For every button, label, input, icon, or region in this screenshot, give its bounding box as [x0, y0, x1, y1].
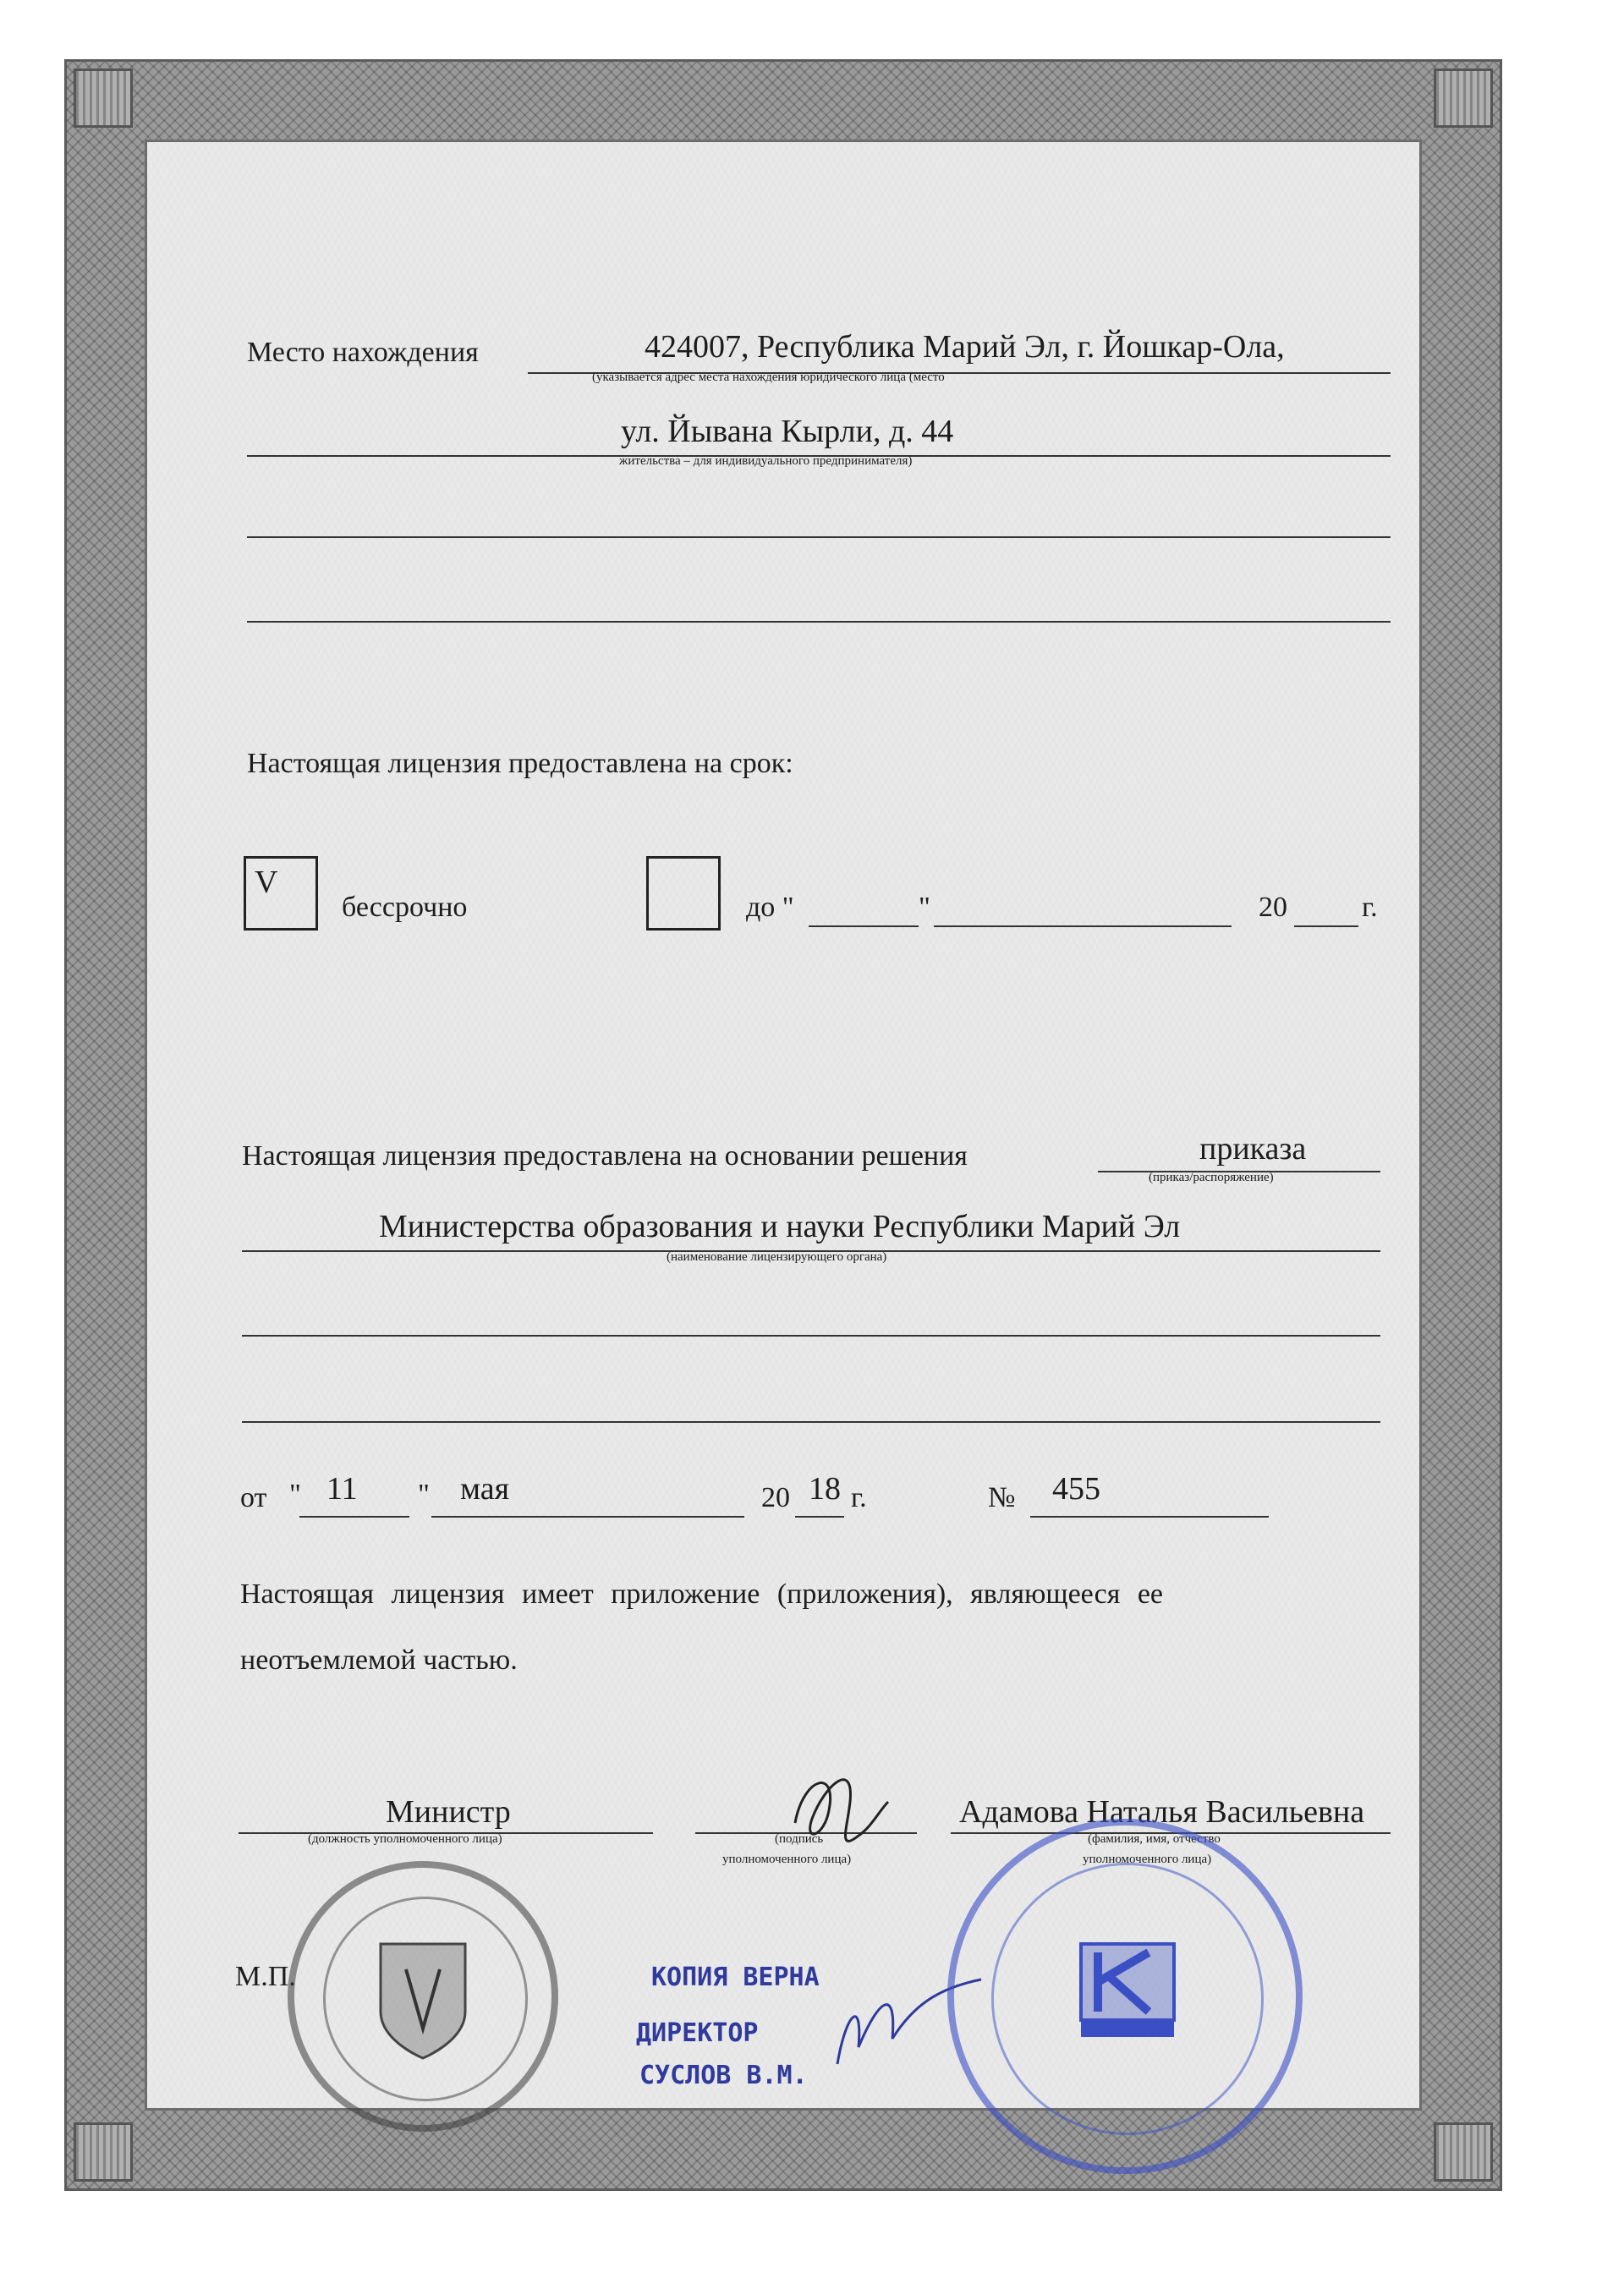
copy-stamp-line-2: ДИРЕКТОР [636, 2018, 759, 2048]
handwritten-signature [778, 1743, 905, 1869]
until-year-line [1294, 925, 1358, 927]
blank-line [247, 621, 1391, 623]
indefinite-checkbox [244, 856, 318, 931]
location-hint-2: жительства – для индивидуального предпринимателя) [619, 454, 913, 468]
signature-hint-1: (подпись [775, 1832, 824, 1846]
basis-type-value: приказа [1199, 1131, 1307, 1167]
date-quote-open: " [289, 1479, 301, 1510]
appendix-line-2: неотъемлемой частью. [240, 1644, 518, 1676]
basis-type-hint: (приказ/распоряжение) [1149, 1171, 1274, 1184]
date-year: 18 [809, 1471, 841, 1507]
organization-round-seal [947, 1819, 1303, 2174]
seal-place-label: М.П. [235, 1961, 296, 1992]
date-from-label: от [240, 1482, 267, 1513]
date-day-line [299, 1516, 409, 1518]
number-line [1030, 1516, 1269, 1518]
name-hint-2: уполномоченного лица) [1083, 1853, 1212, 1866]
blank-line [247, 536, 1391, 538]
until-prefix: до " [746, 892, 794, 923]
copy-stamp-line-1: КОПИЯ ВЕРНА [651, 1963, 820, 1992]
authority-hint: (наименование лицензирующего органа) [667, 1250, 887, 1264]
until-year-suffix: г. [1362, 892, 1378, 923]
border-corner-ornament [74, 2122, 133, 2182]
coat-of-arms-icon [372, 1935, 474, 2062]
date-day: 11 [326, 1471, 358, 1507]
name-hint-1: (фамилия, имя, отчество [1088, 1832, 1221, 1846]
until-quote: " [919, 892, 930, 923]
blank-line [242, 1421, 1380, 1423]
date-month: мая [460, 1471, 510, 1507]
signature-hint-2: уполномоченного лица) [722, 1853, 852, 1866]
basis-label: Настоящая лицензия предоставлена на основании решения [242, 1140, 968, 1172]
position-hint: (должность уполномоченного лица) [308, 1832, 502, 1846]
border-corner-ornament [74, 69, 133, 128]
until-year-prefix: 20 [1259, 892, 1287, 923]
name-value: Адамова Наталья Васильевна [959, 1794, 1365, 1830]
date-year-prefix: 20 [761, 1482, 790, 1513]
until-month-line [934, 925, 1232, 927]
blank-line [242, 1335, 1380, 1337]
border-corner-ornament [1434, 2122, 1493, 2182]
location-hint-1: (указывается адрес места нахождения юридического лица (место [592, 371, 945, 384]
appendix-line-1: Настоящая лицензия имеет приложение (приложения), являющееся ее [240, 1578, 1164, 1610]
number-value: 455 [1052, 1471, 1100, 1507]
border-corner-ornament [1434, 69, 1493, 128]
indefinite-label: бессрочно [342, 892, 468, 923]
copy-stamp-line-3: СУСЛОВ В.М. [639, 2061, 808, 2090]
until-day-line [809, 925, 919, 927]
term-label: Настоящая лицензия предоставлена на срок: [247, 748, 793, 779]
location-label: Место нахождения [247, 337, 479, 368]
organization-logo-icon [1064, 1927, 1191, 2054]
check-mark: V [255, 865, 278, 900]
date-month-line [431, 1516, 744, 1518]
authority-value: Министерства образования и науки Республики Марий Эл [379, 1209, 1181, 1244]
location-value-1: 424007, Республика Марий Эл, г. Йошкар-Ола, [645, 329, 1285, 365]
date-year-suffix: г. [851, 1482, 867, 1513]
location-value-2: ул. Йывана Кырли, д. 44 [621, 414, 954, 449]
position-value: Министр [386, 1794, 511, 1830]
number-label: № [988, 1482, 1016, 1513]
date-quote-close: " [418, 1479, 430, 1510]
ministry-round-seal [288, 1861, 558, 2132]
until-checkbox [646, 856, 721, 931]
date-year-line [795, 1516, 844, 1518]
